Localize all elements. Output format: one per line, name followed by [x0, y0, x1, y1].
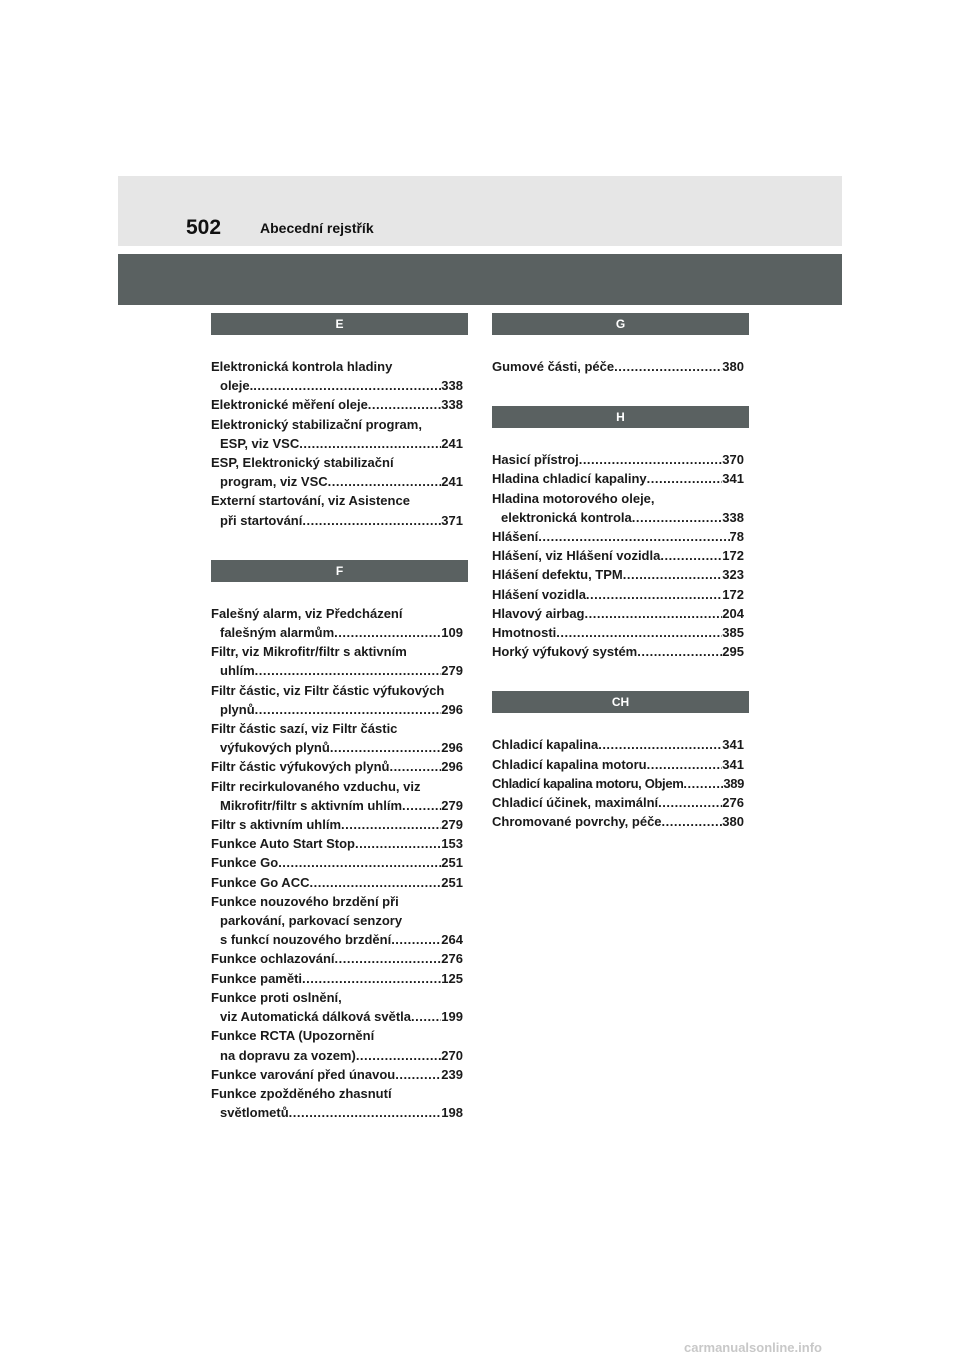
index-page-ref: 380 [722, 359, 744, 374]
index-page-ref: 323 [722, 567, 744, 583]
dot-leader [623, 565, 723, 584]
section-header-ch: CH [492, 691, 749, 713]
index-page-ref: 370 [722, 452, 744, 468]
section-header-h: H [492, 406, 749, 428]
dot-leader [586, 585, 722, 604]
index-entry-text: Chromované povrchy, péče [492, 814, 662, 830]
index-entry [492, 642, 749, 661]
index-entry [492, 357, 749, 376]
index-entry-text: Filtr částic, viz Filtr částic výfukových [211, 682, 445, 698]
dot-leader [598, 735, 722, 754]
dot-leader [330, 738, 441, 757]
dot-leader [683, 774, 723, 793]
index-entry-text: Elektronické měření oleje [211, 397, 368, 413]
index-entry-text: elektronická kontrola [501, 509, 632, 525]
dot-leader [579, 450, 723, 469]
dot-leader [389, 757, 441, 776]
index-entry-text: Mikrofitr/filtr s aktivním uhlím [220, 797, 403, 813]
index-entry-text: Funkce Go [211, 855, 279, 871]
index-entry-text: Funkce proti oslnění, [211, 989, 342, 1005]
index-entry-text: Funkce zpožděného zhasnutí [211, 1085, 392, 1101]
index-entry [211, 892, 468, 950]
index-page-ref: 172 [722, 586, 744, 602]
index-entry-text: Gumové části, péče [492, 359, 615, 374]
dot-leader [637, 642, 722, 661]
section-header-e: E [211, 313, 468, 335]
index-page-ref: 341 [722, 756, 744, 772]
index-entry [211, 834, 468, 853]
dot-leader [299, 434, 441, 453]
index-entry-text: Externí startování, viz Asistence [211, 493, 410, 509]
index-entry-text: Hasicí přístroj [492, 452, 579, 468]
dot-leader [647, 755, 723, 774]
index-entry [492, 755, 749, 774]
index-entry [492, 812, 749, 831]
index-column-left [211, 313, 468, 1122]
index-entry [492, 585, 749, 604]
index-entry-text: Funkce ochlazování [211, 951, 335, 967]
index-entry-text: ESP, viz VSC [220, 435, 300, 451]
index-entry [211, 415, 468, 453]
dot-leader [647, 469, 723, 488]
index-entry [492, 623, 749, 642]
index-entry [211, 873, 468, 892]
header-top-strip [118, 176, 842, 246]
dot-leader [302, 511, 441, 530]
index-entry [492, 489, 749, 527]
index-entry [492, 527, 749, 546]
index-entry-text: Elektronický stabilizační program, [211, 416, 422, 432]
index-entry-text: Chladicí kapalina motoru, Objem [492, 775, 684, 791]
index-page-ref: 172 [722, 548, 744, 564]
index-entry-text: s funkcí nouzového brzdění [220, 932, 392, 948]
index-entry-text: Hlavový airbag [492, 605, 585, 621]
index-page-ref: 295 [722, 644, 744, 660]
dot-leader [335, 949, 442, 968]
index-entry [211, 949, 468, 968]
dot-leader [662, 812, 723, 831]
index-page-ref: 296 [441, 759, 463, 775]
dot-leader [255, 661, 442, 680]
index-entry-text: Funkce Go ACC [211, 874, 310, 890]
index-page-ref: 279 [441, 797, 463, 813]
dot-leader [368, 395, 442, 414]
index-page-ref: 270 [441, 1047, 463, 1063]
index-page-ref: 380 [722, 814, 744, 830]
index-page-ref: 241 [441, 435, 463, 451]
index-page-ref: 279 [441, 663, 463, 679]
index-entry-text: Filtr s aktivním uhlím [211, 817, 342, 833]
index-page-ref: 341 [722, 737, 744, 753]
index-entry-text: Falešný alarm, viz Předcházení [211, 605, 403, 621]
dot-leader [395, 1065, 441, 1084]
index-page-ref: 109 [441, 625, 463, 641]
index-page-ref: 338 [722, 509, 744, 525]
dot-leader [538, 527, 729, 546]
index-entry [211, 777, 468, 815]
index-page-ref: 125 [441, 970, 463, 986]
index-entry-text: Horký výfukový systém [492, 644, 638, 660]
index-page-ref: 296 [441, 740, 463, 756]
index-page-ref: 239 [441, 1066, 463, 1082]
index-page-ref: 296 [441, 701, 463, 717]
index-entry [211, 453, 468, 491]
index-page-ref: 199 [441, 1009, 463, 1025]
dot-leader [289, 1103, 442, 1122]
index-entry [492, 450, 749, 469]
dot-leader [556, 623, 722, 642]
index-entry-text: Filtr částic sazí, viz Filtr částic [211, 721, 398, 737]
index-column-right [492, 313, 749, 831]
index-entry [211, 395, 468, 414]
dot-leader [341, 815, 441, 834]
dot-leader [660, 546, 722, 565]
dot-leader [309, 873, 441, 892]
index-entry-text: parkování, parkovací senzory [220, 913, 403, 929]
index-page-ref: 251 [441, 855, 463, 871]
index-page-ref: 241 [441, 474, 463, 490]
dot-leader [632, 508, 723, 527]
index-entry-text: Hladina motorového oleje, [492, 490, 655, 506]
index-entry-text: Hlášení, viz Hlášení vozidla [492, 548, 661, 564]
index-entry [492, 774, 749, 793]
index-page-ref: 198 [441, 1105, 463, 1121]
index-entry-text: falešným alarmům [220, 625, 335, 641]
index-entry [211, 1084, 468, 1122]
index-entry-text: plynů [220, 701, 255, 717]
index-entry [211, 491, 468, 529]
page-title: Abecední rejstřík [260, 220, 374, 236]
index-entry-text: při startování [220, 512, 303, 528]
index-page-ref: 276 [722, 795, 744, 811]
dot-leader [402, 796, 441, 815]
index-entry [211, 642, 468, 680]
index-entry-list [492, 735, 749, 831]
index-entry [492, 793, 749, 812]
index-entry-text: Filtr částic výfukových plynů [211, 759, 390, 775]
index-entry [492, 604, 749, 623]
dot-leader [278, 853, 441, 872]
index-entry [211, 719, 468, 757]
index-entry-text: Hlášení defektu, TPM [492, 567, 623, 583]
index-entry [211, 757, 468, 776]
index-entry [492, 735, 749, 754]
index-entry-text: uhlím [220, 663, 255, 679]
index-page-ref: 78 [729, 529, 744, 545]
index-entry-text: Funkce paměti [211, 970, 303, 986]
index-entry-text: Chladicí kapalina [492, 737, 599, 753]
index-entry-text: na dopravu za vozem) [220, 1047, 356, 1063]
index-entry-text: Hlášení [492, 529, 539, 545]
index-entry [492, 546, 749, 565]
index-page-ref: 385 [722, 625, 744, 641]
index-entry-text: Hmotnosti [492, 625, 557, 641]
index-page-ref: 338 [441, 397, 463, 413]
dot-leader [253, 376, 441, 395]
watermark: carmanualsonline.info [684, 1340, 822, 1355]
dot-leader [355, 834, 441, 853]
index-entry [211, 853, 468, 872]
index-entry-text: Chladicí kapalina motoru [492, 756, 647, 772]
index-entry [211, 357, 468, 395]
index-page-ref: 371 [441, 512, 463, 528]
index-entry [211, 969, 468, 988]
dot-leader [658, 793, 722, 812]
index-page-ref: 276 [441, 951, 463, 967]
index-entry-list [492, 450, 749, 661]
index-entry [211, 988, 468, 1026]
index-page-ref: 204 [722, 605, 744, 621]
index-page-ref: 153 [441, 836, 463, 852]
dot-leader [411, 1007, 441, 1026]
dot-leader [302, 969, 441, 988]
dot-leader [328, 472, 442, 491]
index-entry-text: Funkce nouzového brzdění při [211, 893, 399, 909]
index-entry [492, 469, 749, 488]
page-number: 502 [186, 216, 222, 239]
index-entry [211, 815, 468, 834]
index-entry-text: Chladicí účinek, maximální [492, 795, 659, 811]
index-entry-text: Filtr recirkulovaného vzduchu, viz [211, 778, 421, 794]
index-page-ref: 264 [441, 932, 463, 948]
section-header-f: F [211, 560, 468, 582]
index-entry-text: světlometů [220, 1105, 289, 1121]
index-entry-text: viz Automatická dálková světla [220, 1009, 411, 1025]
index-entry-text: výfukových plynů [220, 740, 330, 756]
index-entry-list [211, 604, 468, 1122]
index-entry [492, 565, 749, 584]
index-page-ref: 338 [441, 378, 463, 394]
index-entry-text: oleje. [220, 378, 254, 394]
index-entry-list [492, 357, 749, 376]
header-band [118, 254, 842, 305]
index-entry-text: Hladina chladicí kapaliny [492, 471, 647, 487]
index-page-ref: 279 [441, 817, 463, 833]
index-entry [211, 1065, 468, 1084]
index-entry-text: Elektronická kontrola hladiny [211, 359, 393, 374]
index-page-ref: 389 [723, 775, 744, 791]
dot-leader [334, 623, 441, 642]
dot-leader [614, 357, 722, 376]
dot-leader [356, 1046, 441, 1065]
index-page-ref: 341 [722, 471, 744, 487]
index-entry-text: Filtr, viz Mikrofitr/filtr s aktivním [211, 644, 407, 660]
dot-leader [255, 700, 442, 719]
index-entry-text: Hlášení vozidla [492, 586, 586, 602]
index-entry-text: program, viz VSC [220, 474, 328, 490]
index-entry-text: Funkce RCTA (Upozornění [211, 1028, 375, 1044]
index-entry-list [211, 357, 468, 530]
dot-leader [391, 930, 441, 949]
index-entry-text: Funkce varování před únavou [211, 1066, 396, 1082]
index-entry [211, 604, 468, 642]
dot-leader [585, 604, 723, 623]
index-entry [211, 1026, 468, 1064]
index-entry-text: ESP, Elektronický stabilizační [211, 455, 394, 471]
index-page-ref: 251 [441, 874, 463, 890]
section-header-g: G [492, 313, 749, 335]
index-entry [211, 681, 468, 719]
index-entry-text: Funkce Auto Start Stop [211, 836, 355, 852]
